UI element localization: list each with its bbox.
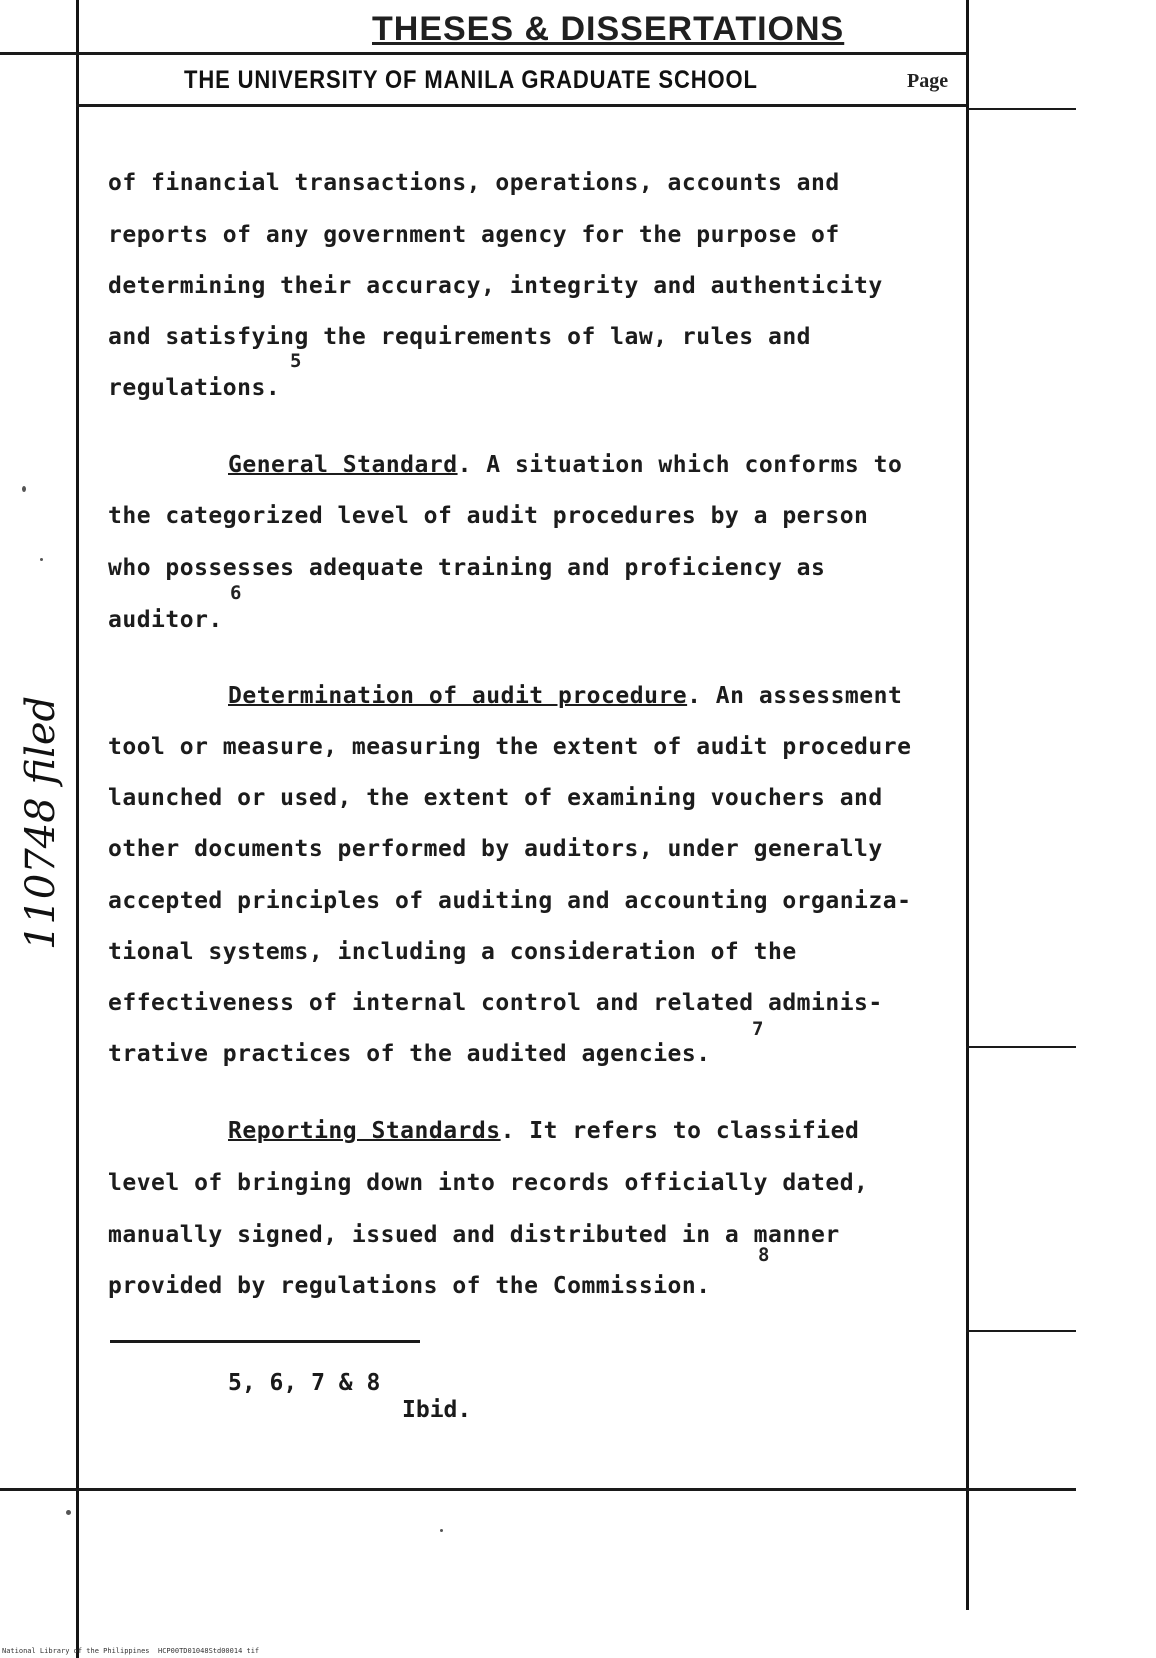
term-definition-start: . It refers to classified xyxy=(500,1118,860,1144)
footnote-numbers: 5, 6, 7 & 8 xyxy=(228,1370,381,1396)
text-line: the categorized level of audit procedures by a person xyxy=(108,503,869,529)
text-line: manually signed, issued and distributed in a manner xyxy=(108,1222,840,1248)
bottom-rule xyxy=(0,1488,1076,1491)
page-label: Page xyxy=(907,70,949,92)
text-line: who possesses adequate training and proficiency as xyxy=(108,555,826,581)
text-line: provided by regulations of the Commission. xyxy=(108,1273,711,1299)
text-line: accepted principles of auditing and accounting organiza- xyxy=(108,888,912,914)
header-top-rule xyxy=(0,52,966,55)
text-line: level of bringing down into records officially dated, xyxy=(108,1170,869,1196)
text-line: other documents performed by auditors, under generally xyxy=(108,836,883,862)
term-definition-start: . An assessment xyxy=(687,683,903,709)
scan-speck xyxy=(40,558,43,561)
footnote-text: Ibid. xyxy=(402,1397,472,1423)
text-line: launched or used, the extent of examining vouchers and xyxy=(108,785,883,811)
right-tab-rule-2 xyxy=(966,1330,1076,1332)
footnote-marker: 7 xyxy=(752,1018,764,1040)
right-tab-rule-1 xyxy=(966,1046,1076,1048)
header-title: THESES & DISSERTATIONS xyxy=(372,10,845,48)
text-line: trative practices of the audited agencies. xyxy=(108,1041,711,1067)
scan-file-code: HCP00TD01048Std00014 tif xyxy=(158,1647,260,1655)
text-line: regulations. xyxy=(108,375,281,401)
paragraph-first-line xyxy=(228,452,902,478)
school-name: THE UNIVERSITY OF MANILA GRADUATE SCHOOL xyxy=(184,66,758,94)
text-line: and satisfying the requirements of law, rules and xyxy=(108,324,812,350)
left-margin-rule xyxy=(76,0,79,1658)
library-label: National Library of the Philippines xyxy=(2,1647,150,1655)
scan-speck xyxy=(66,1510,71,1515)
term-definition-start: . A situation which conforms to xyxy=(457,452,903,478)
text-line: tional systems, including a consideration of the xyxy=(108,939,797,965)
text-line: tool or measure, measuring the extent of audit procedure xyxy=(108,734,912,760)
paragraph-first-line xyxy=(228,683,902,709)
right-margin-rule xyxy=(966,0,969,1610)
header-right-extension xyxy=(966,108,1076,110)
term-heading: Reporting Standards xyxy=(228,1118,501,1144)
footnote-marker: 5 xyxy=(290,350,302,372)
text-line: effectiveness of internal control and related adminis- xyxy=(108,990,883,1016)
footnote-marker: 6 xyxy=(230,582,242,604)
scan-speck xyxy=(440,1529,443,1532)
term-heading: General Standard xyxy=(228,452,458,478)
header-bottom-rule xyxy=(76,104,966,107)
text-line: auditor. xyxy=(108,607,223,633)
text-line: reports of any government agency for the purpose of xyxy=(108,222,840,248)
footnote-separator xyxy=(110,1340,420,1343)
paragraph-first-line xyxy=(228,1118,859,1144)
text-line: of financial transactions, operations, accounts and xyxy=(108,170,840,196)
footnote-marker: 8 xyxy=(758,1244,770,1266)
text-line: determining their accuracy, integrity and authenticity xyxy=(108,273,883,299)
handwritten-margin-note: 110748 filed xyxy=(18,695,64,950)
scan-speck xyxy=(22,486,26,492)
term-heading: Determination of audit procedure xyxy=(228,683,688,709)
